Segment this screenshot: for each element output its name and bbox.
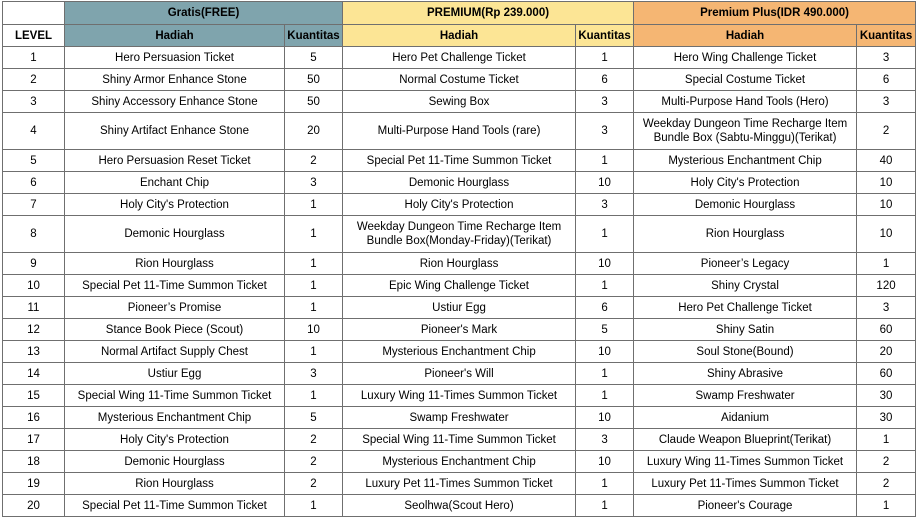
free-qty-cell: 10 bbox=[285, 319, 343, 341]
premium-qty-cell: 10 bbox=[576, 451, 634, 473]
premium-qty-cell: 1 bbox=[576, 473, 634, 495]
premium-plus-qty-cell: 2 bbox=[857, 113, 916, 150]
premium-plus-reward-cell: Soul Stone(Bound) bbox=[634, 341, 857, 363]
table-row bbox=[3, 319, 916, 341]
table-row bbox=[3, 69, 916, 91]
level-cell: 7 bbox=[3, 194, 65, 216]
premium-reward-cell: Ustiur Egg bbox=[343, 297, 576, 319]
free-reward-cell: Rion Hourglass bbox=[65, 253, 285, 275]
premium-plus-qty-cell: 10 bbox=[857, 172, 916, 194]
level-cell: 6 bbox=[3, 172, 65, 194]
level-cell: 16 bbox=[3, 407, 65, 429]
level-cell: 19 bbox=[3, 473, 65, 495]
free-reward-cell: Holy City's Protection bbox=[65, 429, 285, 451]
table-row bbox=[3, 194, 916, 216]
premium-plus-qty-header: Kuantitas bbox=[857, 25, 916, 47]
level-cell: 9 bbox=[3, 253, 65, 275]
premium-reward-cell: Mysterious Enchantment Chip bbox=[343, 451, 576, 473]
table-row bbox=[3, 172, 916, 194]
premium-plus-qty-cell: 120 bbox=[857, 275, 916, 297]
premium-plus-qty-cell: 1 bbox=[857, 495, 916, 517]
level-cell: 3 bbox=[3, 91, 65, 113]
premium-plus-qty-cell: 20 bbox=[857, 341, 916, 363]
table-row bbox=[3, 473, 916, 495]
premium-plus-qty-cell: 30 bbox=[857, 385, 916, 407]
premium-qty-cell: 1 bbox=[576, 495, 634, 517]
free-reward-cell: Special Pet 11-Time Summon Ticket bbox=[65, 495, 285, 517]
premium-plus-reward-cell: Special Costume Ticket bbox=[634, 69, 857, 91]
table-row bbox=[3, 385, 916, 407]
free-reward-cell: Hero Persuasion Reset Ticket bbox=[65, 150, 285, 172]
premium-reward-cell: Mysterious Enchantment Chip bbox=[343, 341, 576, 363]
premium-plus-qty-cell: 3 bbox=[857, 91, 916, 113]
free-qty-header: Kuantitas bbox=[285, 25, 343, 47]
free-qty-cell: 2 bbox=[285, 473, 343, 495]
level-cell: 17 bbox=[3, 429, 65, 451]
table-row bbox=[3, 275, 916, 297]
reward-rows bbox=[3, 47, 916, 517]
premium-reward-cell: Epic Wing Challenge Ticket bbox=[343, 275, 576, 297]
premium-plus-qty-cell: 40 bbox=[857, 150, 916, 172]
free-qty-cell: 1 bbox=[285, 253, 343, 275]
free-reward-cell: Stance Book Piece (Scout) bbox=[65, 319, 285, 341]
premium-qty-cell: 10 bbox=[576, 407, 634, 429]
premium-qty-cell: 3 bbox=[576, 91, 634, 113]
premium-qty-cell: 3 bbox=[576, 194, 634, 216]
free-reward-cell: Shiny Armor Enhance Stone bbox=[65, 69, 285, 91]
premium-reward-cell: Sewing Box bbox=[343, 91, 576, 113]
premium-plus-qty-cell: 2 bbox=[857, 451, 916, 473]
premium-reward-cell: Special Wing 11-Time Summon Ticket bbox=[343, 429, 576, 451]
premium-plus-qty-cell: 10 bbox=[857, 216, 916, 253]
premium-qty-cell: 1 bbox=[576, 47, 634, 69]
premium-reward-cell: Rion Hourglass bbox=[343, 253, 576, 275]
premium-plus-reward-cell: Luxury Wing 11-Times Summon Ticket bbox=[634, 451, 857, 473]
free-reward-cell: Special Wing 11-Time Summon Ticket bbox=[65, 385, 285, 407]
free-reward-cell: Rion Hourglass bbox=[65, 473, 285, 495]
table-row bbox=[3, 47, 916, 69]
reward-table bbox=[2, 1, 916, 517]
premium-qty-cell: 1 bbox=[576, 363, 634, 385]
tier-premium-plus-title: Premium Plus(IDR 490.000) bbox=[634, 2, 916, 25]
level-cell: 13 bbox=[3, 341, 65, 363]
premium-plus-qty-cell: 1 bbox=[857, 429, 916, 451]
level-cell: 4 bbox=[3, 113, 65, 150]
free-qty-cell: 20 bbox=[285, 113, 343, 150]
free-qty-cell: 1 bbox=[285, 385, 343, 407]
premium-reward-header: Hadiah bbox=[343, 25, 576, 47]
free-qty-cell: 1 bbox=[285, 275, 343, 297]
premium-qty-cell: 1 bbox=[576, 275, 634, 297]
premium-plus-reward-cell: Luxury Pet 11-Times Summon Ticket bbox=[634, 473, 857, 495]
premium-plus-qty-cell: 3 bbox=[857, 47, 916, 69]
premium-reward-cell: Weekday Dungeon Time Recharge Item Bundle Box(Monday-Friday)(Terikat) bbox=[343, 216, 576, 253]
premium-plus-reward-cell: Hero Pet Challenge Ticket bbox=[634, 297, 857, 319]
premium-plus-reward-header: Hadiah bbox=[634, 25, 857, 47]
premium-plus-reward-cell: Mysterious Enchantment Chip bbox=[634, 150, 857, 172]
premium-plus-reward-cell: Shiny Crystal bbox=[634, 275, 857, 297]
premium-plus-reward-cell: Aidanium bbox=[634, 407, 857, 429]
level-cell: 1 bbox=[3, 47, 65, 69]
free-qty-cell: 1 bbox=[285, 297, 343, 319]
premium-reward-cell: Pioneer's Will bbox=[343, 363, 576, 385]
free-reward-cell: Hero Persuasion Ticket bbox=[65, 47, 285, 69]
premium-plus-qty-cell: 60 bbox=[857, 363, 916, 385]
premium-qty-cell: 3 bbox=[576, 113, 634, 150]
premium-qty-cell: 1 bbox=[576, 216, 634, 253]
free-reward-header: Hadiah bbox=[65, 25, 285, 47]
premium-reward-cell: Demonic Hourglass bbox=[343, 172, 576, 194]
free-qty-cell: 1 bbox=[285, 216, 343, 253]
premium-qty-cell: 6 bbox=[576, 297, 634, 319]
free-qty-cell: 1 bbox=[285, 495, 343, 517]
table-row bbox=[3, 113, 916, 150]
premium-reward-cell: Normal Costume Ticket bbox=[343, 69, 576, 91]
premium-plus-reward-cell: Claude Weapon Blueprint(Terikat) bbox=[634, 429, 857, 451]
table-row bbox=[3, 495, 916, 517]
free-qty-cell: 2 bbox=[285, 429, 343, 451]
free-reward-cell: Holy City's Protection bbox=[65, 194, 285, 216]
table-row bbox=[3, 363, 916, 385]
premium-qty-cell: 6 bbox=[576, 69, 634, 91]
table-row bbox=[3, 451, 916, 473]
premium-plus-qty-cell: 60 bbox=[857, 319, 916, 341]
level-cell: 18 bbox=[3, 451, 65, 473]
premium-qty-header: Kuantitas bbox=[576, 25, 634, 47]
table-row bbox=[3, 407, 916, 429]
free-reward-cell: Demonic Hourglass bbox=[65, 451, 285, 473]
premium-reward-cell: Pioneer's Mark bbox=[343, 319, 576, 341]
table-row bbox=[3, 341, 916, 363]
free-reward-cell: Pioneer’s Promise bbox=[65, 297, 285, 319]
level-cell: 20 bbox=[3, 495, 65, 517]
premium-plus-reward-cell: Swamp Freshwater bbox=[634, 385, 857, 407]
table-row bbox=[3, 91, 916, 113]
premium-reward-cell: Hero Pet Challenge Ticket bbox=[343, 47, 576, 69]
tier-free-title: Gratis(FREE) bbox=[65, 2, 343, 25]
free-qty-cell: 1 bbox=[285, 341, 343, 363]
premium-plus-reward-cell: Shiny Satin bbox=[634, 319, 857, 341]
table-row bbox=[3, 429, 916, 451]
level-cell: 5 bbox=[3, 150, 65, 172]
premium-plus-reward-cell: Pioneer's Courage bbox=[634, 495, 857, 517]
premium-plus-qty-cell: 30 bbox=[857, 407, 916, 429]
level-cell: 11 bbox=[3, 297, 65, 319]
corner-cell bbox=[3, 2, 65, 25]
level-cell: 12 bbox=[3, 319, 65, 341]
free-qty-cell: 3 bbox=[285, 363, 343, 385]
free-qty-cell: 5 bbox=[285, 47, 343, 69]
premium-reward-cell: Swamp Freshwater bbox=[343, 407, 576, 429]
free-reward-cell: Enchant Chip bbox=[65, 172, 285, 194]
free-reward-cell: Demonic Hourglass bbox=[65, 216, 285, 253]
table-row bbox=[3, 297, 916, 319]
premium-qty-cell: 5 bbox=[576, 319, 634, 341]
premium-plus-reward-cell: Demonic Hourglass bbox=[634, 194, 857, 216]
free-reward-cell: Shiny Accessory Enhance Stone bbox=[65, 91, 285, 113]
premium-qty-cell: 10 bbox=[576, 253, 634, 275]
premium-reward-cell: Special Pet 11-Time Summon Ticket bbox=[343, 150, 576, 172]
table-row bbox=[3, 253, 916, 275]
level-cell: 14 bbox=[3, 363, 65, 385]
premium-plus-qty-cell: 10 bbox=[857, 194, 916, 216]
table-row bbox=[3, 150, 916, 172]
free-qty-cell: 50 bbox=[285, 91, 343, 113]
premium-qty-cell: 10 bbox=[576, 341, 634, 363]
premium-reward-cell: Holy City's Protection bbox=[343, 194, 576, 216]
free-qty-cell: 2 bbox=[285, 150, 343, 172]
premium-reward-cell: Luxury Wing 11-Times Summon Ticket bbox=[343, 385, 576, 407]
free-qty-cell: 2 bbox=[285, 451, 343, 473]
premium-qty-cell: 3 bbox=[576, 429, 634, 451]
level-cell: 10 bbox=[3, 275, 65, 297]
free-qty-cell: 50 bbox=[285, 69, 343, 91]
premium-reward-cell: Multi-Purpose Hand Tools (rare) bbox=[343, 113, 576, 150]
premium-qty-cell: 1 bbox=[576, 150, 634, 172]
premium-plus-reward-cell: Rion Hourglass bbox=[634, 216, 857, 253]
free-qty-cell: 5 bbox=[285, 407, 343, 429]
premium-plus-reward-cell: Hero Wing Challenge Ticket bbox=[634, 47, 857, 69]
free-qty-cell: 3 bbox=[285, 172, 343, 194]
free-reward-cell: Shiny Artifact Enhance Stone bbox=[65, 113, 285, 150]
premium-qty-cell: 10 bbox=[576, 172, 634, 194]
premium-plus-qty-cell: 1 bbox=[857, 253, 916, 275]
level-cell: 15 bbox=[3, 385, 65, 407]
premium-qty-cell: 1 bbox=[576, 385, 634, 407]
premium-plus-qty-cell: 2 bbox=[857, 473, 916, 495]
premium-plus-reward-cell: Pioneer’s Legacy bbox=[634, 253, 857, 275]
premium-plus-qty-cell: 3 bbox=[857, 297, 916, 319]
premium-plus-reward-cell: Holy City's Protection bbox=[634, 172, 857, 194]
free-qty-cell: 1 bbox=[285, 194, 343, 216]
level-header: LEVEL bbox=[3, 25, 65, 47]
level-cell: 8 bbox=[3, 216, 65, 253]
premium-plus-reward-cell: Multi-Purpose Hand Tools (Hero) bbox=[634, 91, 857, 113]
free-reward-cell: Normal Artifact Supply Chest bbox=[65, 341, 285, 363]
premium-plus-reward-cell: Weekday Dungeon Time Recharge Item Bundle Box (Sabtu-Minggu)(Terikat) bbox=[634, 113, 857, 150]
free-reward-cell: Mysterious Enchantment Chip bbox=[65, 407, 285, 429]
tier-premium-title: PREMIUM(Rp 239.000) bbox=[343, 2, 634, 25]
premium-plus-reward-cell: Shiny Abrasive bbox=[634, 363, 857, 385]
level-cell: 2 bbox=[3, 69, 65, 91]
premium-plus-qty-cell: 6 bbox=[857, 69, 916, 91]
free-reward-cell: Ustiur Egg bbox=[65, 363, 285, 385]
free-reward-cell: Special Pet 11-Time Summon Ticket bbox=[65, 275, 285, 297]
premium-reward-cell: Luxury Pet 11-Times Summon Ticket bbox=[343, 473, 576, 495]
premium-reward-cell: Seolhwa(Scout Hero) bbox=[343, 495, 576, 517]
table-row bbox=[3, 216, 916, 253]
